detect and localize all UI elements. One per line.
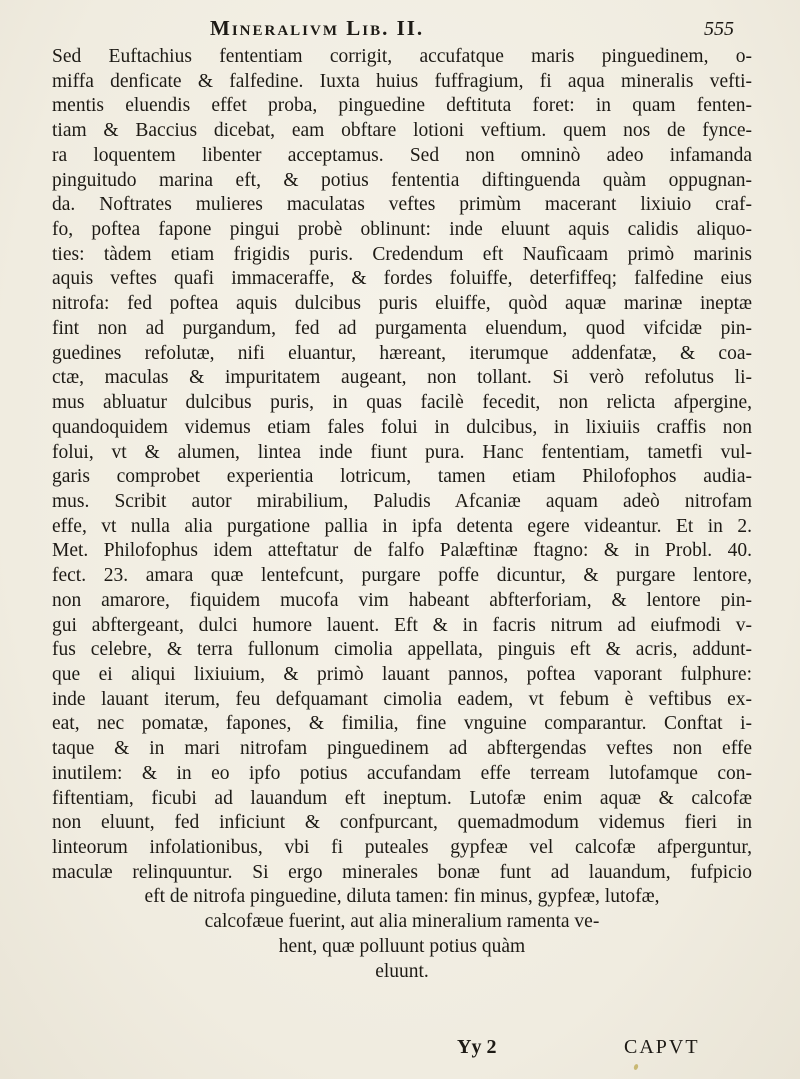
text-line: inutilem: & in eo ipfo potius accufandam effe terream lutofamque con- [52,762,752,784]
text-line: calcofæue fuerint, aut alia mineralium ramenta ve- [204,911,600,933]
page-number: 555 [704,18,734,40]
text-line: Sed Euftachius fententiam corrigit, accufatque maris pinguedinem, o- [52,46,752,67]
text-line: guedines refolutæ, nifi eluantur, hæreant, iterumque addenfatæ, & coa- [52,342,752,364]
text-line: fus celebre, & terra fullonum cimolia appellata, pinguis eft & acris, addunt- [52,639,752,661]
page-header [0,10,800,46]
text-line: fiftentiam, ficubi ad lauandum eft ineptum. Lutofæ enim aquæ & calcofæ [52,787,752,809]
text-line: mus. Scribit autor mirabilium, Paludis Afcaniæ aquam adeò nitrofam [52,490,752,512]
paper-stain [633,1063,639,1070]
text-line: ties: tàdem etiam frigidis puris. Credendum eft Naufìcaam primò marinis [52,243,752,265]
text-line: fo, poftea fapone pingui probè oblinunt: inde eluunt aquis calidis aliquo- [52,219,752,241]
text-line: eluunt. [375,960,429,982]
text-line: miffa denficate & falfedine. Iuxta huius fuffragium, fi aqua mineralis vefti- [52,70,752,92]
running-title: Mineralivm Lib. II. [210,16,425,40]
text-line: eat, nec pomatæ, fapones, & fimilia, fine vnguine comparantur. Conftat i- [52,713,752,735]
text-line: da. Noftrates mulieres maculatas veftes primùm macerant lixiuio craf- [52,194,752,216]
text-line: gui abftergeant, dulci humore lauent. Eft & in facris nitrum ad eiufmodi v- [52,614,752,636]
text-line: maculæ relinquuntur. Si ergo minerales bonæ funt ad lauandum, fufpicio [52,861,752,883]
text-line: tiam & Baccius dicebat, eam obftare lotioni veftium. quem nos de fynce- [52,120,752,142]
text-line: effe, vt nulla alia purgatione pallia in ipfa detenta egere videantur. Et in 2. [52,515,752,537]
text-line: non amarore, fiquidem mucofa vim habeant abfterforiam, & lentore pin- [52,589,752,611]
text-line: inde lauant iterum, feu defquamant cimolia eadem, vt febum è veftibus ex- [52,688,752,710]
text-line: aquis veftes quafi immaceraffe, & fordes foluiffe, deterfiffeq; falfedine eius [52,268,752,290]
text-line: mentis eluendis effet proba, pinguedine deftituta foret: in quam fenten- [52,95,752,117]
text-line: folui, vt & alumen, lintea inde fiunt pura. Hanc fententiam, tametfi vul- [52,441,752,463]
text-line: eft de nitrofa pinguedine, diluta tamen: fin minus, gypfeæ, lutofæ, [144,886,660,908]
text-line: fect. 23. amara quæ lentefcunt, purgare poffe dicuntur, & purgare lentore, [52,565,752,587]
text-line: nitrofa: fed poftea aquis dulcibus puris eluiffe, quòd aquæ marinæ ineptæ [52,293,752,315]
text-line: non eluunt, fed inficiunt & confpurcant, quemadmodum videmus fieri in [52,812,752,834]
text-line: linteorum infolationibus, vbi fi puteales gypfeæ vel calcofæ afperguntur, [52,837,752,858]
page-footer [0,1036,800,1066]
catchword: CAPVT [624,1036,700,1058]
text-line: ra loquentem libenter acceptamus. Sed non omninò adeo infamanda [52,144,752,166]
signature-mark: Yy 2 [457,1036,497,1058]
text-line: ctæ, maculas & impuritatem augeant, non tollant. Si verò refolutus li- [52,367,752,389]
text-line: fint non ad purgandum, fed ad purgamenta eluendum, quod vifcidæ pin- [52,317,752,339]
text-line: Met. Philofophus idem atteftatur de falfo Palæftinæ ftagno: & in Probl. 40. [52,540,752,562]
text-line: garis comprobet experientia lotricum, tamen etiam Philofophos audia- [52,466,752,488]
text-line: hent, quæ polluunt potius quàm [278,935,526,957]
body-text [52,45,752,984]
text-line: taque & in mari nitrofam pinguedinem ad abftergendas veftes non effe [52,738,752,760]
text-line: que ei aliqui lixiuium, & primò lauant pannos, poftea vaporant fulphure: [52,663,752,685]
text-line: pinguitudo marina eft, & potius fententia diftinguenda quàm oppugnan- [52,169,752,191]
text-line: quandoquidem videmus etiam fales folui in dulcibus, in lixiuiis craffis non [52,416,752,438]
text-line: mus abluatur dulcibus puris, in quas facilè fecedit, non relicta afpergine, [52,392,752,414]
